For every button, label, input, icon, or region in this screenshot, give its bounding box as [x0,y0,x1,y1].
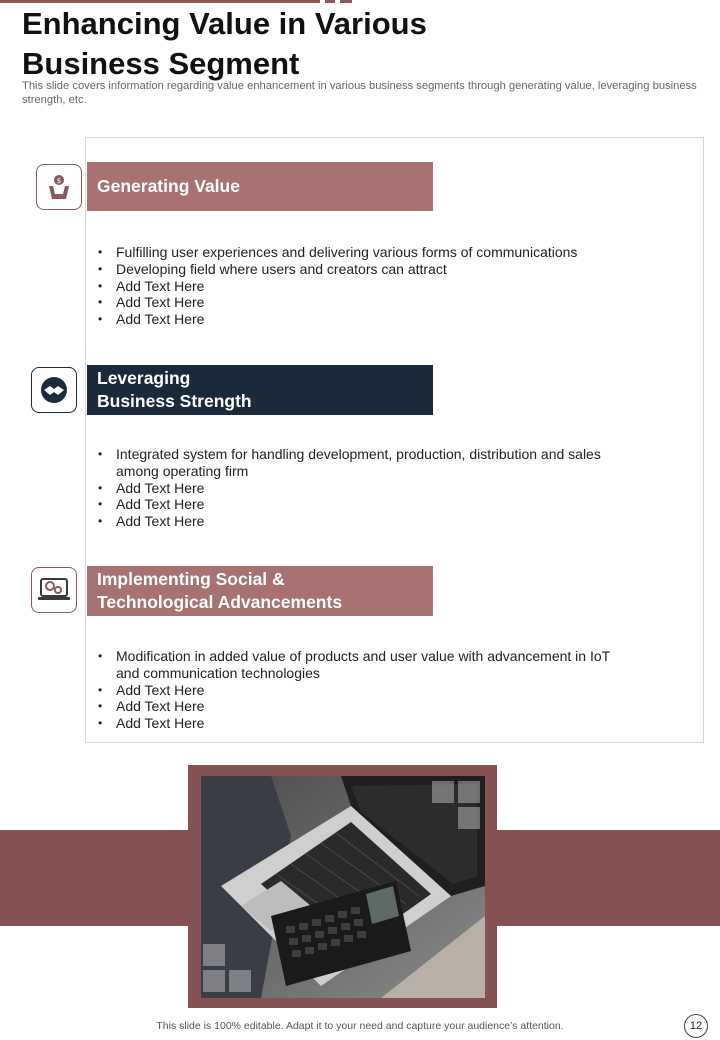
footer-note: This slide is 100% editable. Adapt it to your need and capture your audience’s attention. [156,1020,564,1032]
list-item: • Add Text Here [98,278,638,295]
list-item: • Modification in added value of products and user value with advancement in IoT and communication technologies [98,648,638,682]
section-title-line: Technological Advancements [97,592,343,612]
section-bullets-3 [98,648,638,732]
top-rule-accent-2 [340,0,352,3]
laptop-and-calculator-photo [201,776,485,998]
list-item: • Fulfilling user experiences and delivering various forms of communications [98,244,638,261]
list-item: • Add Text Here [98,698,638,715]
section-title [97,367,252,413]
hand-money-icon [36,164,82,210]
list-item: • Add Text Here [98,513,638,530]
handshake-icon [31,367,77,413]
list-item: • Add Text Here [98,682,638,699]
page-number: 12 [684,1014,708,1038]
section-banner-leveraging [87,365,433,415]
top-rule-accent [325,0,335,3]
page-subtitle: This slide covers information regarding value enhancement in various business segments through generating value, leveraging business strength, etc. [22,80,697,106]
list-item: • Add Text Here [98,715,638,732]
section-title-line: Implementing Social & [97,569,285,589]
section-banner-implementing [87,566,433,616]
list-item: • Add Text Here [98,480,638,497]
list-item: • Add Text Here [98,496,638,513]
section-title-line: Leveraging [97,368,191,388]
section-bullets-1 [98,244,638,328]
laptop-gears-icon [31,567,77,613]
list-item: • Integrated system for handling development, production, distribution and sales among operating firm [98,446,638,480]
section-banner-generating-value [87,162,433,211]
section-title: Generating Value [97,176,240,196]
list-item: • Add Text Here [98,311,638,328]
list-item: • Developing field where users and creators can attract [98,261,638,278]
top-rule [0,0,320,3]
section-bullets-2 [98,446,638,530]
svg-text:$: $ [56,177,62,185]
list-item: • Add Text Here [98,294,638,311]
section-title [97,568,342,614]
section-title-line: Business Strength [97,391,252,411]
page-title: Enhancing Value in Various Business Segment [22,6,427,81]
